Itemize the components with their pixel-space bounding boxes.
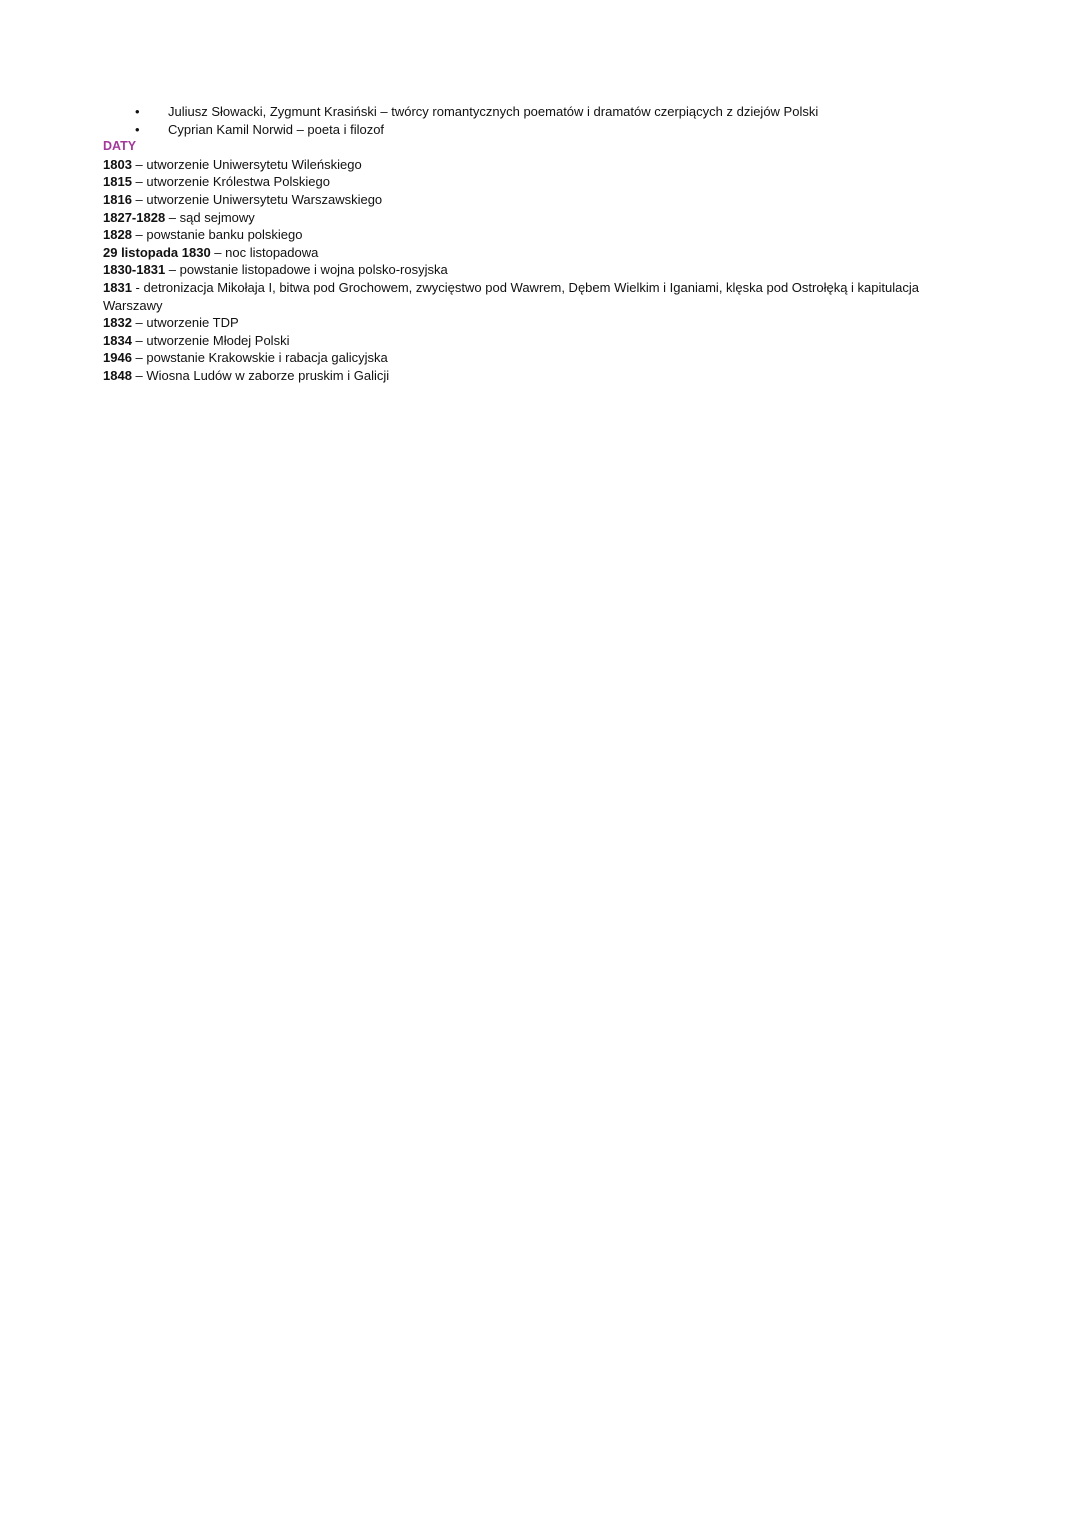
- date-separator: –: [131, 174, 147, 190]
- date-description: utworzenie Młodej Polski: [146, 332, 290, 348]
- date-entry: [103, 279, 953, 314]
- date-label: 1803: [103, 156, 132, 172]
- date-entry: [103, 349, 953, 367]
- date-separator: –: [165, 209, 180, 225]
- bullet-item: [103, 121, 953, 139]
- date-separator: –: [131, 156, 147, 172]
- date-entry: [103, 244, 953, 262]
- dates-list: [103, 156, 953, 385]
- bullet-icon: •: [135, 121, 140, 137]
- date-label: 1827-1828: [103, 209, 166, 225]
- date-label: 29 listopada 1830: [103, 244, 211, 260]
- date-description: utworzenie Uniwersytetu Wileńskiego: [146, 156, 362, 172]
- date-description: noc listopadowa: [225, 244, 319, 260]
- date-label: 1848: [103, 367, 132, 383]
- date-label: 1830-1831: [103, 262, 166, 278]
- date-description: utworzenie Królestwa Polskiego: [146, 174, 330, 190]
- date-description: powstanie banku polskiego: [146, 227, 303, 243]
- date-entry: [103, 173, 953, 191]
- date-entry: [103, 191, 953, 209]
- bullet-list: [103, 103, 953, 138]
- date-separator: –: [131, 350, 147, 366]
- bullet-item: [103, 103, 953, 121]
- date-entry: [103, 332, 953, 350]
- bullet-text: Juliusz Słowacki, Zygmunt Krasiński – twórcy romantycznych poematów i dramatów czerpiących z dziejów Polski: [168, 104, 819, 119]
- date-entry: [103, 209, 953, 227]
- date-description: sąd sejmowy: [179, 209, 255, 225]
- date-separator: -: [131, 279, 144, 295]
- date-description: powstanie listopadowe i wojna polsko-rosyjska: [179, 262, 448, 278]
- date-label: 1834: [103, 332, 132, 348]
- date-entry: [103, 261, 953, 279]
- bullet-text: Cyprian Kamil Norwid – poeta i filozof: [168, 121, 385, 137]
- bullet-icon: •: [135, 104, 140, 119]
- date-separator: –: [131, 367, 147, 383]
- date-description: utworzenie TDP: [146, 315, 239, 331]
- date-description: Wiosna Ludów w zaborze pruskim i Galicji: [146, 367, 390, 383]
- date-description: powstanie Krakowskie i rabacja galicyjska: [146, 350, 388, 366]
- date-label: 1946: [103, 350, 132, 366]
- date-entry: [103, 367, 953, 385]
- date-separator: –: [131, 315, 147, 331]
- date-entry: [103, 314, 953, 332]
- date-separator: –: [131, 227, 147, 243]
- date-description: detronizacja Mikołaja I, bitwa pod Grochowem, zwycięstwo pod Wawrem, Dębem Wielkim i Iganiami, klęska pod Ostrołęką i kapitulacja Warszawy: [103, 279, 919, 313]
- document-content: [103, 103, 953, 385]
- date-label: 1828: [103, 227, 132, 243]
- date-label: 1832: [103, 315, 132, 331]
- date-label: 1815: [103, 174, 132, 190]
- date-separator: –: [210, 244, 226, 260]
- date-entry: [103, 226, 953, 244]
- date-separator: –: [131, 191, 147, 207]
- date-separator: –: [131, 332, 147, 348]
- dates-section-title: DATY: [103, 139, 137, 154]
- date-entry: [103, 156, 953, 174]
- date-description: utworzenie Uniwersytetu Warszawskiego: [146, 191, 383, 207]
- date-label: 1831: [103, 279, 132, 295]
- date-label: 1816: [103, 191, 132, 207]
- date-separator: –: [165, 262, 180, 278]
